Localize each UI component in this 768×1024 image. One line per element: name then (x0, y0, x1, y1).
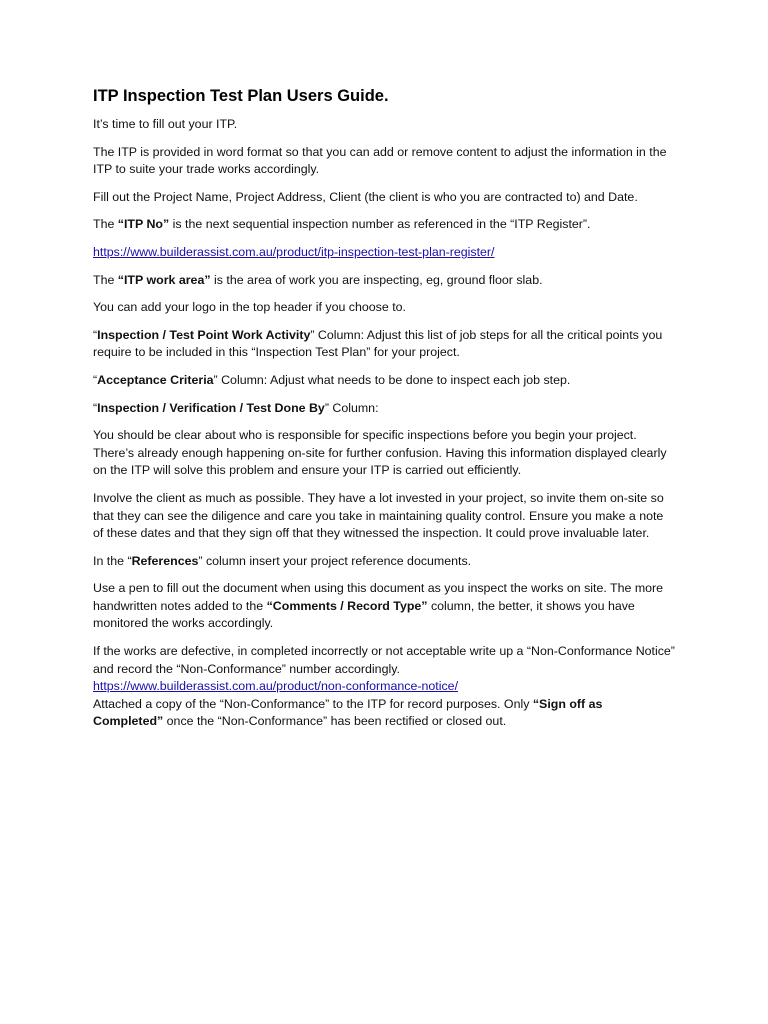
itp-no-paragraph (93, 216, 675, 234)
work-activity-paragraph (93, 327, 675, 362)
involve-client-paragraph: Involve the client as much as possible. They have a lot invested in your project, so invite them on-site so that they can see the diligence and care you take in maintaining quality control. Ensure you make a note of these dates and that they sign off that they witnessed the inspection. It could prove invaluable later. (93, 490, 664, 541)
itp-work-area-paragraph (93, 272, 675, 290)
sign-off-post: once the “Non-Conformance” has been rectified or closed out. (163, 714, 507, 729)
acceptance-criteria-term: Acceptance Criteria (97, 372, 214, 387)
test-done-by-post: ” Column: (324, 400, 379, 415)
work-activity-term: Inspection / Test Point Work Activity (97, 327, 311, 342)
non-conformance-paragraph: If the works are defective, in completed incorrectly or not acceptable write up a “Non-Conformance Notice” and record the “Non-Conformance” number accordingly. (93, 644, 675, 676)
test-done-by-paragraph (93, 400, 675, 418)
references-term: References (131, 553, 199, 568)
work-activity-post: ” Column: Adjust this list of job steps for all the critical points you require to be included in this “Inspection Test Plan” for your project. (93, 327, 663, 360)
itp-work-area-term: “ITP work area” (117, 272, 211, 287)
references-post: ” column insert your project reference documents. (198, 553, 472, 568)
intro-paragraph: It’s time to fill out your ITP. (93, 117, 238, 131)
itp-no-pre: The (93, 217, 118, 232)
references-pre: In the “ (93, 553, 132, 568)
handwritten-notes-paragraph (93, 580, 675, 633)
comments-record-type-term: “Comments / Record Type” (266, 598, 428, 613)
non-conformance-link-paragraph (93, 678, 675, 696)
work-activity-pre: “ (93, 327, 98, 342)
handwritten-notes-pre: Use a pen to fill out the document when using this document as you inspect the works on site. The more handwritten notes added to the (93, 581, 664, 613)
logo-paragraph: You can add your logo in the top header if you choose to. (93, 300, 406, 315)
project-details-paragraph: Fill out the Project Name, Project Address, Client (the client is who you are contracted to) and Date. (93, 189, 638, 204)
acceptance-criteria-pre: “ (93, 372, 98, 387)
non-conformance-link[interactable]: https://www.builderassist.com.au/product/non-conformance-notice/ (93, 679, 459, 694)
sign-off-term: “Sign off as Completed” (93, 696, 603, 729)
references-paragraph (93, 553, 675, 571)
page-title: ITP Inspection Test Plan Users Guide. (93, 87, 389, 105)
acceptance-criteria-post: ” Column: Adjust what needs to be done to inspect each job step. (213, 372, 571, 387)
test-done-by-term: Inspection / Verification / Test Done By (97, 400, 325, 415)
itp-no-post: is the next sequential inspection number as referenced in the “ITP Register”. (169, 217, 591, 232)
sign-off-pre: Attached a copy of the “Non-Conformance” to the ITP for record purposes. Only (93, 696, 533, 711)
handwritten-notes-post: column, the better, it shows you have monitored the works accordingly. (93, 598, 635, 631)
itp-register-link[interactable]: https://www.builderassist.com.au/product/itp-inspection-test-plan-register/ (93, 244, 495, 259)
test-done-by-pre: “ (93, 400, 98, 415)
sign-off-paragraph (93, 696, 675, 731)
itp-work-area-post: is the area of work you are inspecting, eg, ground floor slab. (210, 272, 543, 287)
acceptance-criteria-paragraph (93, 372, 675, 390)
itp-register-link-paragraph (93, 244, 675, 262)
document-page (93, 86, 675, 741)
itp-no-term: “ITP No” (117, 217, 170, 232)
responsibility-paragraph: You should be clear about who is responsible for specific inspections before you begin your project. There’s already enough happening on-site for further confusion. Having this information displayed clearly on the ITP will solve this problem and ensure your ITP is carried out efficiently. (93, 428, 667, 478)
itp-work-area-pre: The (93, 272, 118, 287)
word-format-paragraph: The ITP is provided in word format so that you can add or remove content to adjust the information in the ITP to suite your trade works accordingly. (93, 144, 667, 177)
